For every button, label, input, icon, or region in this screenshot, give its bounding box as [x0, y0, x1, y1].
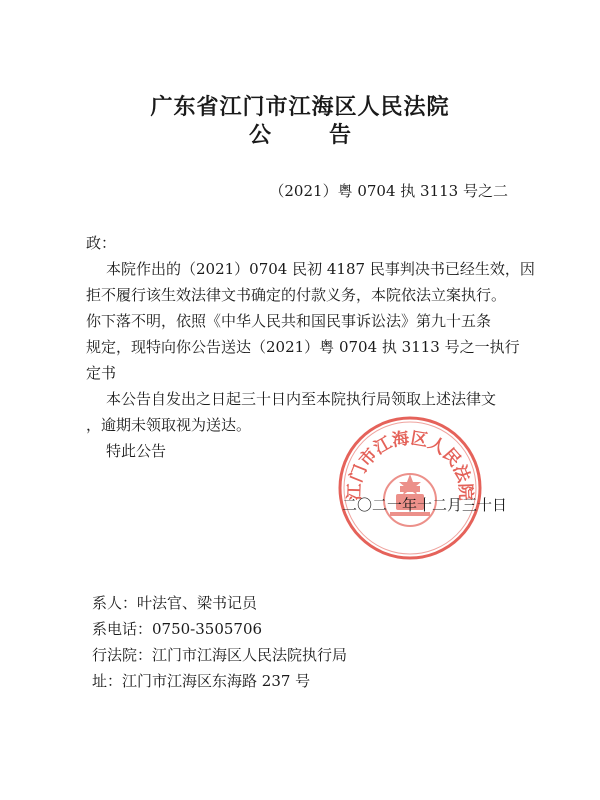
court-address: 址：江门市江海区东海路 237 号	[92, 672, 311, 690]
body-line: 本院作出的（2021）0704 民初 4187 民事判决书已经生效，因	[106, 260, 535, 278]
body-line: 你下落不明，依照《中华人民共和国民事诉讼法》第九十五条	[86, 312, 492, 330]
closing-text: 特此公告	[106, 442, 167, 460]
document-title: 公 告	[248, 122, 369, 148]
svg-text:江门市江海区人民法院: 江门市江海区人民法院	[344, 428, 476, 501]
case-number: （2021）粤 0704 执 3113 号之二	[269, 182, 508, 200]
executing-court: 行法院：江门市江海区人民法院执行局	[92, 646, 348, 664]
body-line: 定书	[86, 364, 117, 382]
body-line: ，逾期未领取视为送达。	[86, 416, 252, 434]
addressee: 政：	[86, 234, 117, 252]
contact-phone: 系电话：0750-3505706	[92, 620, 263, 638]
court-seal-icon	[336, 414, 484, 562]
body-line: 拒不履行该生效法律文书确定的付款义务，本院依法立案执行。	[86, 286, 507, 304]
issue-date: 二〇二一年十二月三十日	[342, 496, 508, 514]
contact-person: 系人：叶法官、梁书记员	[92, 594, 258, 612]
court-name: 广东省江门市江海区人民法院	[150, 94, 450, 120]
body-line: 本公告自发出之日起三十日内至本院执行局领取上述法律文	[106, 390, 497, 408]
body-line: 规定，现特向你公告送达（2021）粤 0704 执 3113 号之一执行	[86, 338, 520, 356]
